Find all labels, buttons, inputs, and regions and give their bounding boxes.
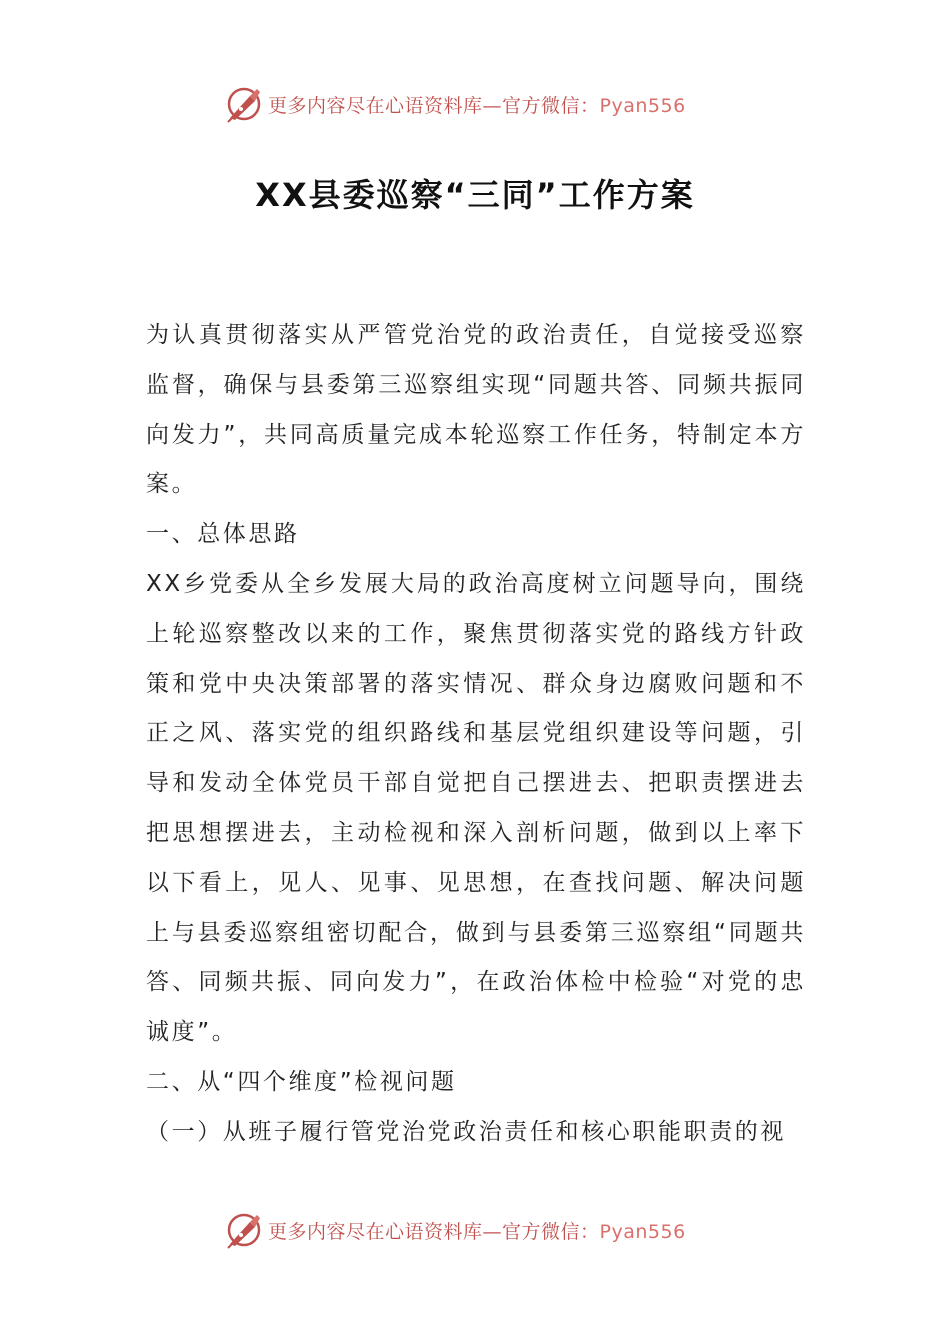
section-1-paragraph: XX乡党委从全乡发展大局的政治高度树立问题导向，围绕上轮巡察整改以来的工作，聚焦贯彻落实党的路线方针政策和党中央决策部署的落实情况、群众身边腐败问题和不正之风、落实党的组织路线和基层党组织建设等问题，引导和发动全体党员干部自觉把自己摆进去、把职责摆进去把思想摆进去，主动检视和深入剖析问题，做到以上率下以下看上，见人、见事、见思想，在查找问题、解决问题上与县委巡察组密切配合，做到与县委第三巡察组“同题共答、同频共振、同向发力”，在政治体检中检验“对党的忠诚度”。 — [146, 570, 806, 1046]
section-heading-2: 二、从“四个维度”检视问题 — [146, 1068, 457, 1095]
watermark-text: 更多内容尽在心语资料库—官方微信：Pyan556 — [268, 1220, 686, 1243]
header-watermark — [224, 82, 744, 126]
watermark-wechat-id: Pyan556 — [599, 1220, 686, 1243]
document-title: XX县委巡察“三同”工作方案 — [255, 176, 695, 214]
subsection-heading-1: （一）从班子履行管党治党政治责任和核心职能职责的视 — [146, 1118, 786, 1145]
pen-nib-logo-icon — [224, 84, 264, 124]
document-body — [146, 311, 806, 1158]
watermark-text: 更多内容尽在心语资料库—官方微信：Pyan556 — [268, 94, 686, 117]
section-heading-1: 一、总体思路 — [146, 521, 300, 548]
intro-paragraph: 为认真贯彻落实从严管党治党的政治责任，自觉接受巡察监督，确保与县委第三巡察组实现“同题共答、同频共振同向发力”，共同高质量完成本轮巡察工作任务，特制定本方案。 — [146, 322, 806, 498]
pen-nib-logo-icon — [224, 1210, 264, 1250]
watermark-wechat-id: Pyan556 — [599, 94, 686, 117]
footer-watermark — [224, 1208, 744, 1252]
